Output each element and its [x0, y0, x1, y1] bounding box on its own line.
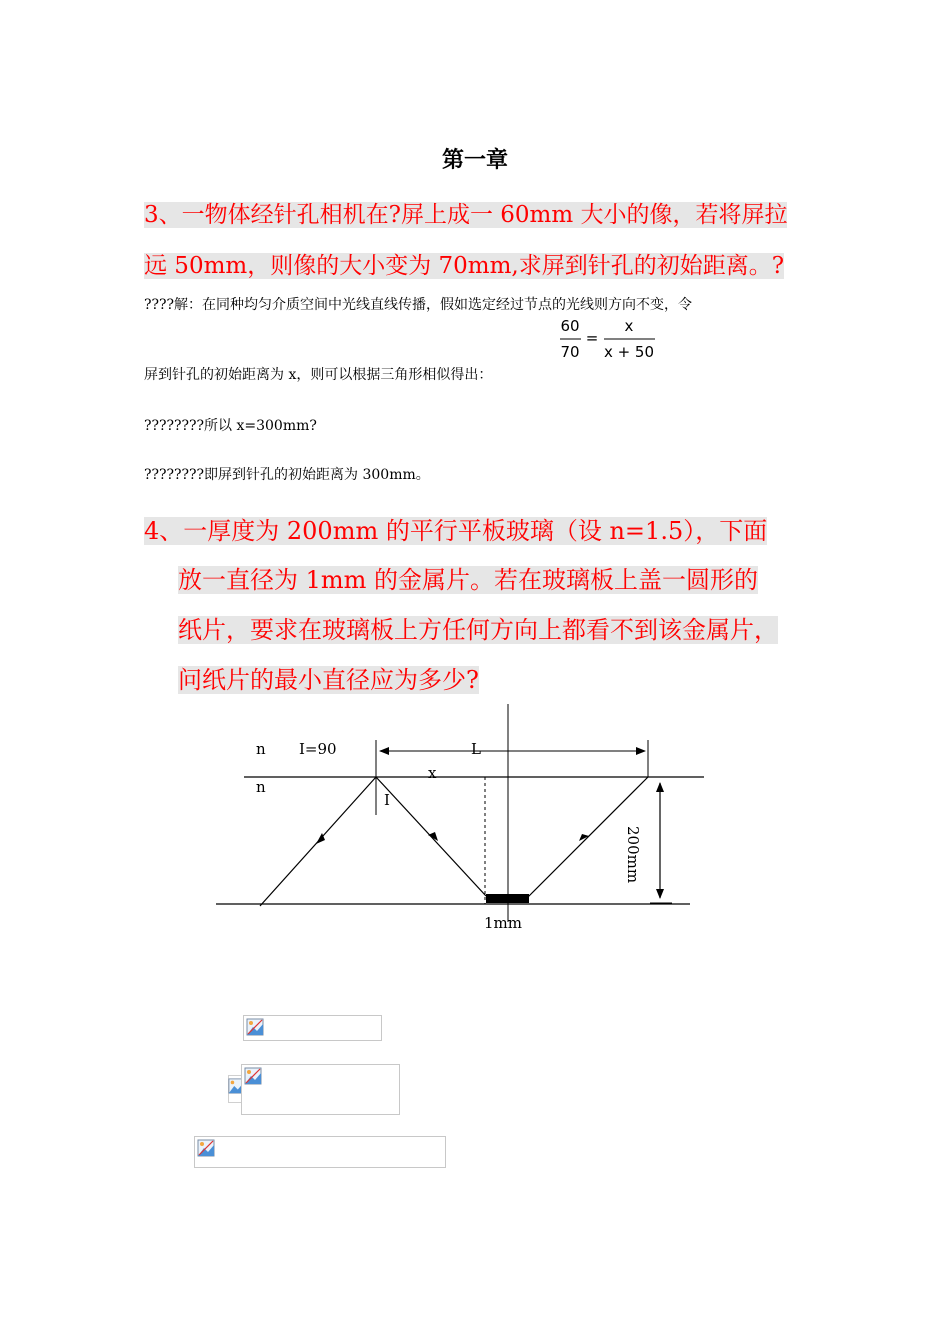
question-3-line-1: 3、一物体经针孔相机在?屏上成一 60mm 大小的像，若将屏拉	[144, 202, 788, 228]
broken-image-icon	[246, 1018, 264, 1036]
solution-line-4: ????????即屏到针孔的初始距离为 300mm。	[144, 467, 430, 483]
label-n-upper: n	[256, 740, 266, 758]
solution-line-2: 屏到针孔的初始距离为 x，则可以根据三角形相似得出：	[144, 367, 493, 383]
ray-center-arrowhead	[428, 832, 438, 841]
label-disc-1mm: 1mm	[484, 914, 522, 932]
chapter-title: 第一章	[441, 148, 508, 173]
solution-line-1: ????解：在同种均匀介质空间中光线直线传播，假如选定经过节点的光线则方向不变，令	[144, 297, 693, 313]
formula-right-numerator: x	[624, 317, 634, 335]
label-L: L	[471, 740, 481, 758]
solution-line-3: ????????所以 x=300mm?	[144, 418, 317, 434]
question-4-line-1: 4、一厚度为 200mm 的平行平板玻璃（设 n=1.5），下面	[144, 517, 768, 545]
label-I: I	[384, 791, 390, 809]
label-thickness-200mm: 200mm	[624, 826, 642, 884]
broken-image-icon	[244, 1067, 262, 1085]
label-n-lower: n	[256, 778, 266, 796]
question-4-line-2: 放一直径为 1mm 的金属片。若在玻璃板上盖一圆形的	[178, 566, 759, 594]
formula-equals: =	[585, 329, 599, 347]
formula-right-denominator: x + 50	[603, 343, 655, 361]
formula-left-numerator: 60	[560, 317, 580, 335]
broken-image-placeholder	[243, 1015, 382, 1041]
question-4-line-4: 问纸片的最小直径应为多少?	[178, 666, 479, 694]
label-incidence-90: I=90	[299, 740, 337, 758]
label-x: x	[428, 764, 437, 782]
broken-image-placeholder	[241, 1064, 400, 1115]
formula-left-denominator: 70	[560, 343, 580, 361]
broken-image-placeholder	[194, 1136, 446, 1168]
question-4-line-3: 纸片，要求在玻璃板上方任何方向上都看不到该金属片，	[178, 616, 778, 644]
question-3-line-2: 远 50mm，则像的大小变为 70mm,求屏到针孔的初始距离。?	[144, 253, 785, 279]
broken-image-icon	[197, 1139, 215, 1157]
metal-disc	[486, 894, 529, 903]
